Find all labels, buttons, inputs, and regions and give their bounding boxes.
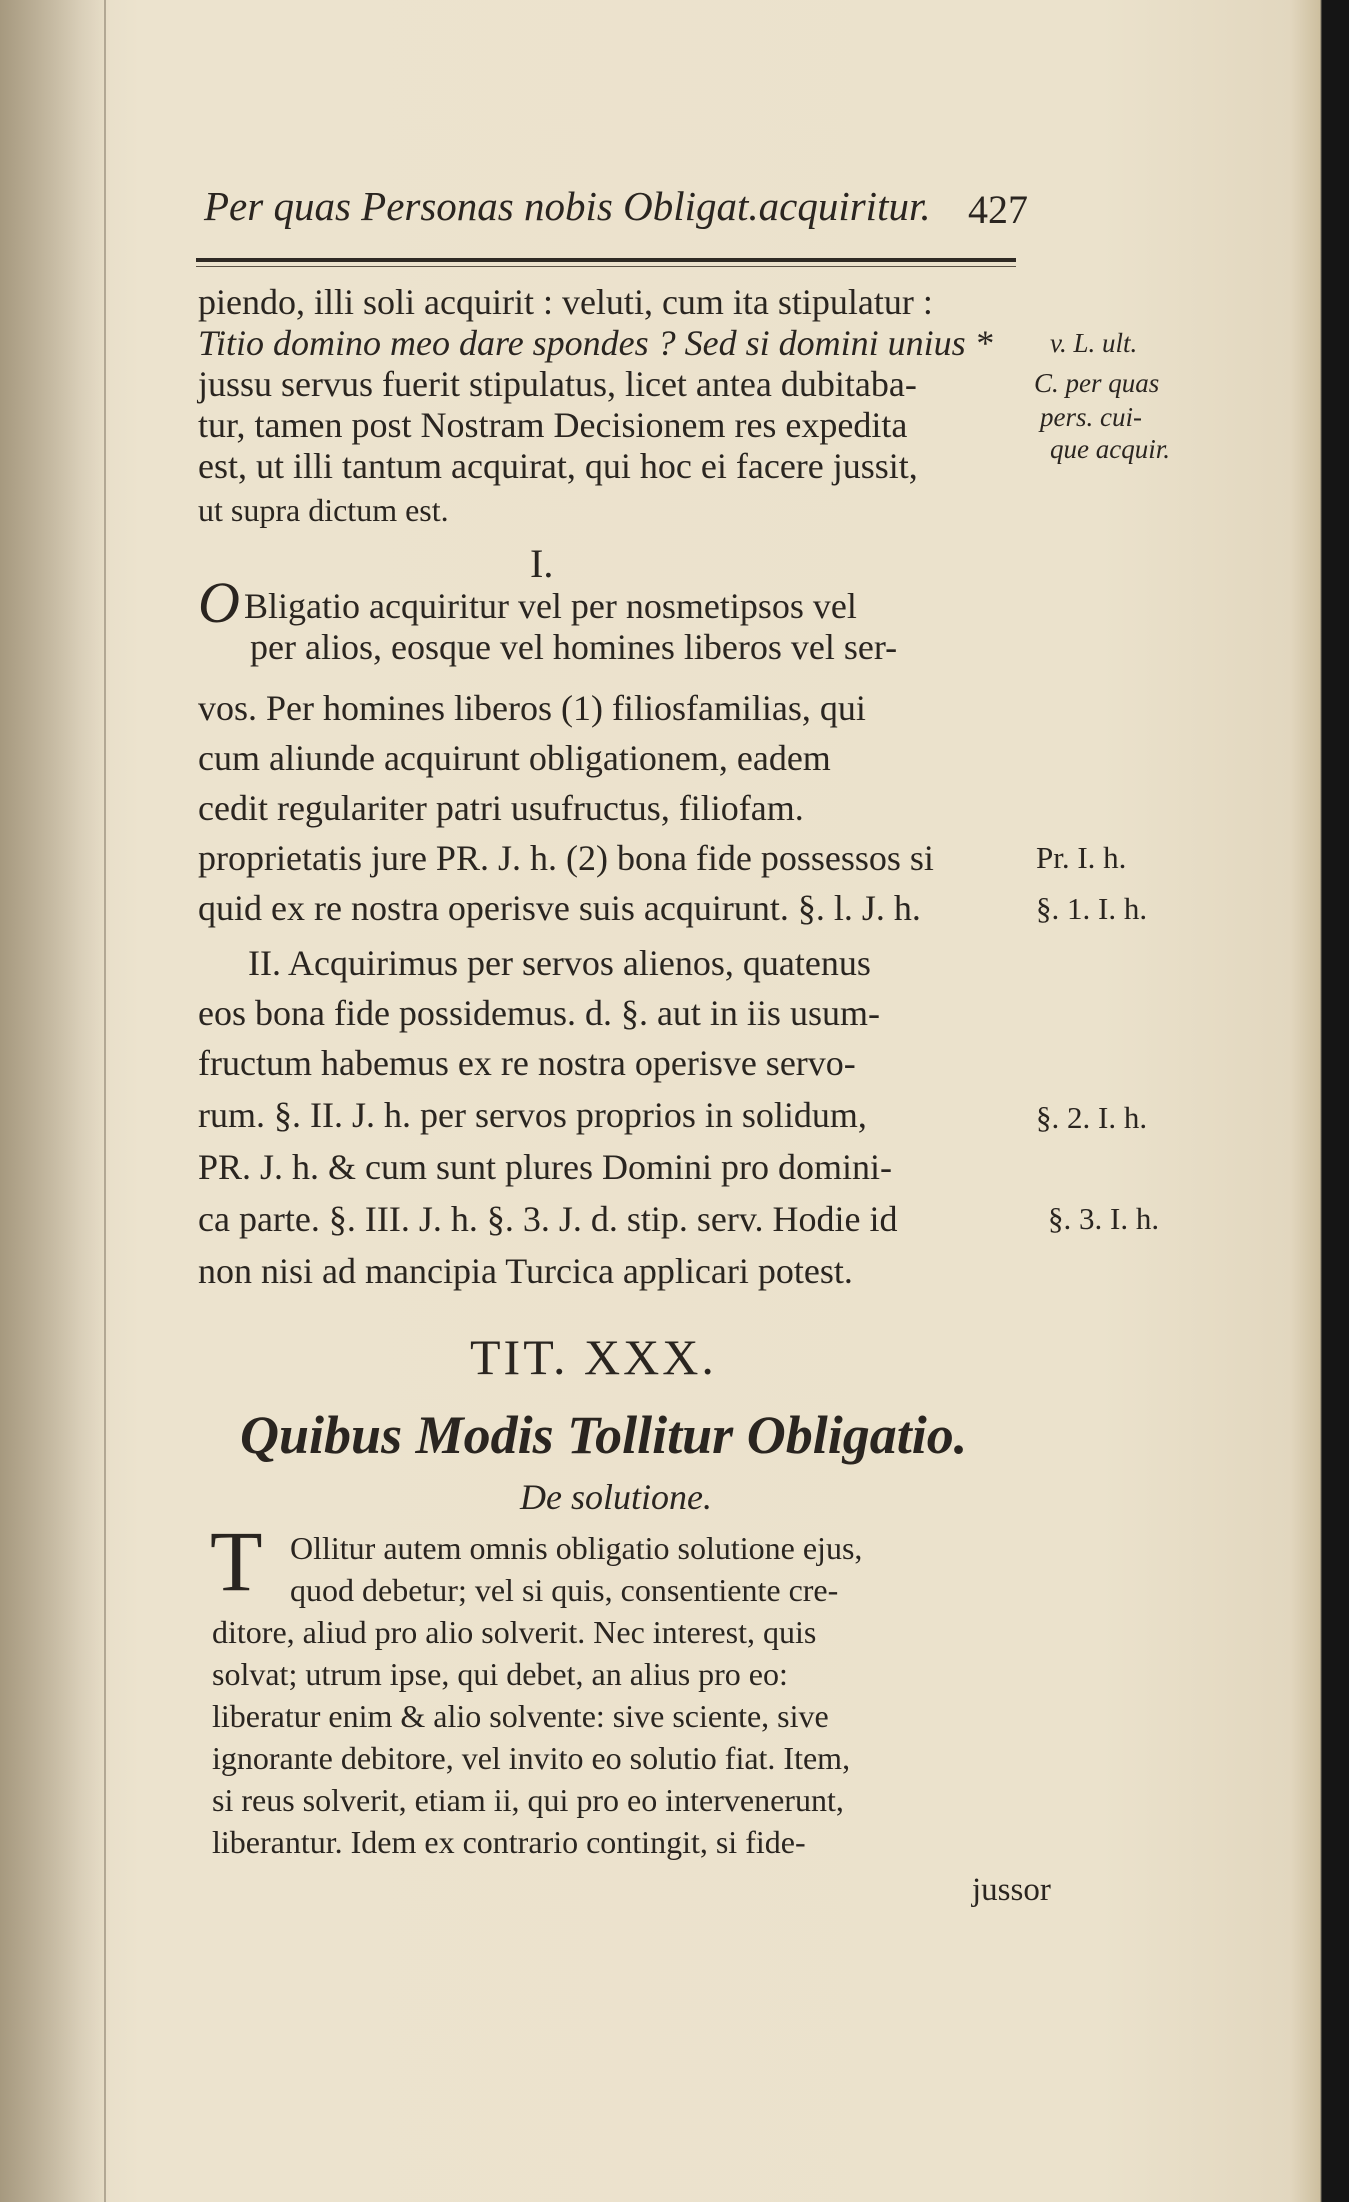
gutter-fold — [104, 0, 106, 2202]
subheading: De solutione. — [520, 1477, 712, 1517]
text-line: liberatur enim & alio solvente: sive sciente, sive — [212, 1698, 829, 1734]
text-line: quod debetur; vel si quis, consentiente cre- — [290, 1572, 839, 1608]
text-line: ditore, aliud pro alio solverit. Nec interest, quis — [212, 1614, 817, 1650]
text-line: Bligatio acquiritur vel per nosmetipsos vel — [244, 586, 857, 626]
header-rule-thin — [196, 266, 1016, 267]
sidenote: §. 1. I. h. — [1036, 891, 1148, 926]
text-line: ca parte. §. III. J. h. §. 3. J. d. stip. serv. Hodie id — [198, 1199, 898, 1239]
text-line: fructum habemus ex re nostra operisve servo- — [198, 1043, 856, 1083]
text-line: proprietatis jure PR. J. h. (2) bona fide possessos si — [198, 838, 934, 878]
text-line: ut supra dictum est. — [198, 492, 449, 528]
margin-note: C. per quas — [1034, 368, 1160, 398]
text-line: Ollitur autem omnis obligatio solutione ejus, — [290, 1530, 863, 1566]
text-line: cedit regulariter patri usufructus, filiofam. — [198, 788, 804, 828]
text-line: II. Acquirimus per servos alienos, quatenus — [248, 943, 871, 983]
running-title: Per quas Personas nobis Obligat.acquiritur. — [204, 183, 931, 229]
text-line: vos. Per homines liberos (1) filiosfamilias, qui — [198, 688, 866, 728]
margin-note: que acquir. — [1050, 434, 1170, 464]
margin-note: v. L. ult. — [1050, 328, 1138, 358]
text-line: si reus solverit, etiam ii, qui pro eo intervenerunt, — [212, 1782, 844, 1818]
text-line: tur, tamen post Nostram Decisionem res expedita — [198, 405, 908, 445]
title-heading: Quibus Modis Tollitur Obligatio. — [240, 1405, 968, 1465]
text-line: per alios, eosque vel homines liberos vel ser- — [250, 627, 898, 667]
text-line: solvat; utrum ipse, qui debet, an alius pro eo: — [212, 1656, 788, 1692]
sidenote: §. 2. I. h. — [1036, 1100, 1148, 1135]
text-line: PR. J. h. & cum sunt plures Domini pro domini- — [198, 1147, 893, 1187]
section-numeral: I. — [530, 541, 554, 586]
text-line: ignorante debitore, vel invito eo solutio fiat. Item, — [212, 1740, 851, 1776]
text-line: est, ut illi tantum acquirat, qui hoc ei facere jussit, — [198, 446, 918, 486]
text-line: eos bona fide possidemus. d. §. aut in iis usum- — [198, 993, 880, 1033]
title-number: TIT. XXX. — [470, 1329, 717, 1385]
margin-note: pers. cui- — [1040, 402, 1142, 432]
drop-capital: O — [198, 570, 240, 635]
text-line: rum. §. II. J. h. per servos proprios in solidum, — [198, 1095, 867, 1135]
gutter-shadow — [0, 0, 110, 2202]
scan-edge — [1322, 0, 1349, 2202]
text-line: quid ex re nostra operisve suis acquirunt. §. l. J. h. — [198, 888, 921, 928]
text-line: Titio domino meo dare spondes ? Sed si domini unius * — [198, 323, 993, 363]
catchword: jussor — [972, 1872, 1051, 1908]
sidenote: Pr. I. h. — [1036, 840, 1127, 875]
text-line: liberantur. Idem ex contrario contingit, si fide- — [212, 1824, 806, 1860]
page-number: 427 — [968, 187, 1028, 232]
text-line: cum aliunde acquirunt obligationem, eadem — [198, 738, 831, 778]
sidenote: §. 3. I. h. — [1048, 1201, 1160, 1236]
drop-capital: T — [210, 1513, 263, 1609]
text-line: non nisi ad mancipia Turcica applicari potest. — [198, 1251, 853, 1291]
text-line: jussu servus fuerit stipulatus, licet antea dubitaba- — [198, 364, 917, 404]
text-line: piendo, illi soli acquirit : veluti, cum ita stipulatur : — [198, 282, 933, 322]
header-rule — [196, 258, 1016, 262]
